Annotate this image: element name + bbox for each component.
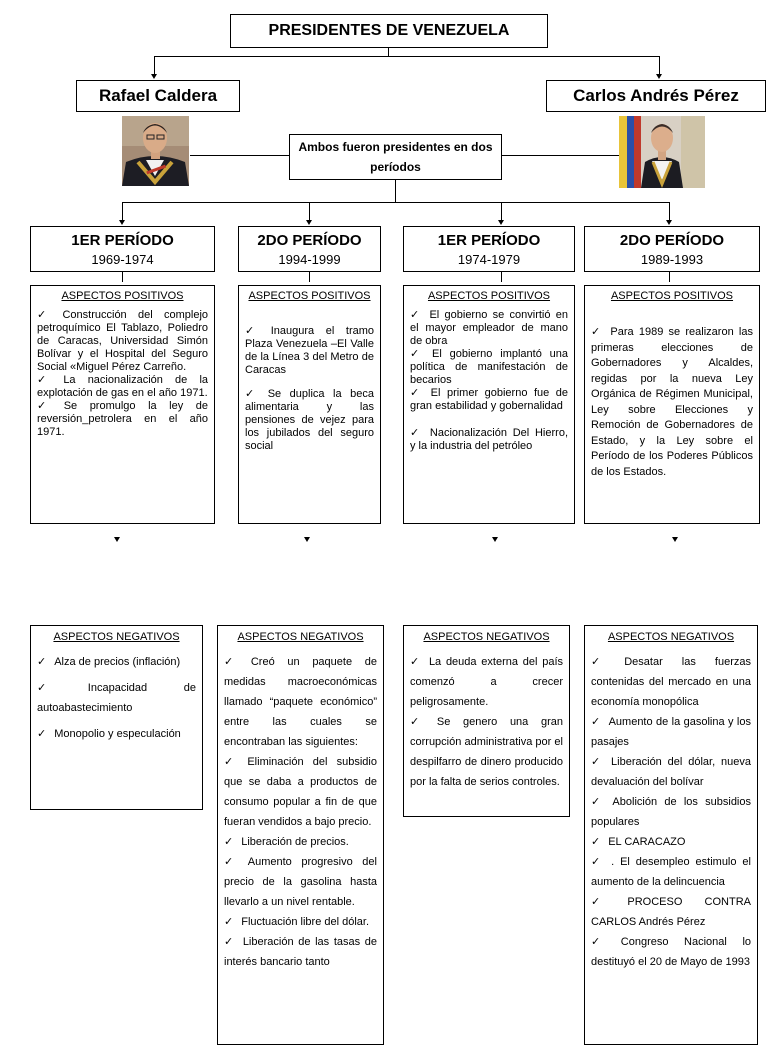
list-item <box>37 400 208 439</box>
item-text: Fluctuación libre del dólar. <box>241 916 370 928</box>
connector <box>502 155 619 156</box>
list-item <box>410 387 568 413</box>
connector <box>388 48 389 56</box>
item-text: Se promulgo la ley de reversión_petrolera en el año 1971. <box>37 400 208 438</box>
list-item <box>224 852 377 912</box>
connector <box>395 180 396 202</box>
check-icon: ✓ <box>37 374 56 386</box>
item-text: La deuda externa del país comenzó a crecer peligrosamente. <box>410 656 563 708</box>
list-item <box>224 932 377 972</box>
connector <box>309 272 310 282</box>
list-item <box>410 309 568 348</box>
period-cap-2 <box>584 226 760 272</box>
item-text: Incapacidad de autoabastecimiento <box>37 682 196 714</box>
period-caldera-2 <box>238 226 381 272</box>
negatives-cap-1 <box>403 625 570 817</box>
period-name: 2DO PERÍODO <box>257 232 362 249</box>
section-heading: ASPECTOS POSITIVOS <box>248 290 371 302</box>
list-item <box>591 712 751 752</box>
portrait-rafael-caldera <box>122 116 189 186</box>
check-icon: ✓ <box>410 348 424 360</box>
connector <box>154 56 155 76</box>
section-heading: ASPECTOS POSITIVOS <box>427 290 551 302</box>
item-text: El primer gobierno fue de gran estabilidad y gobernalidad <box>410 387 568 412</box>
period-years: 1974-1979 <box>457 252 521 267</box>
connector <box>122 272 123 282</box>
check-icon: ✓ <box>37 682 80 694</box>
connector <box>669 272 670 282</box>
item-text: Liberación de precios. <box>241 836 349 848</box>
check-icon: ✓ <box>410 387 423 399</box>
period-years: 1989-1993 <box>640 252 704 267</box>
list-item <box>410 348 568 387</box>
connector <box>154 56 660 57</box>
list-item <box>591 752 751 792</box>
section-heading: ASPECTOS NEGATIVOS <box>53 631 180 643</box>
list-item <box>224 752 377 832</box>
period-cap-1 <box>403 226 575 272</box>
check-icon: ✓ <box>37 656 47 668</box>
item-text: . El desempleo estimulo el aumento de la delincuencia <box>591 856 751 888</box>
period-years: 1969-1974 <box>91 252 154 267</box>
arrow-down-icon <box>114 537 120 542</box>
connector <box>190 155 289 156</box>
connector <box>501 202 502 221</box>
check-icon: ✓ <box>591 836 601 848</box>
item-text: Monopolio y especulación <box>54 728 181 740</box>
list-item <box>37 652 196 672</box>
arrow-down-icon <box>119 220 125 225</box>
item-text: El gobierno implantó una política de manifestación de becarios <box>410 348 569 386</box>
item-text: Abolición de los subsidios populares <box>591 796 751 828</box>
item-text: Aumento progresivo del precio de la gasolina hasta llevarlo a un nivel rentable. <box>224 856 377 908</box>
positives-cap-1 <box>403 285 575 524</box>
check-icon: ✓ <box>224 856 240 868</box>
check-icon: ✓ <box>224 656 243 668</box>
check-icon: ✓ <box>245 388 260 400</box>
list-item <box>591 652 751 712</box>
check-icon: ✓ <box>224 936 235 948</box>
check-icon: ✓ <box>410 716 429 728</box>
shared-periods-note: Ambos fueron presidentes en dos períodos <box>289 134 502 180</box>
connector <box>122 202 670 203</box>
item-text: Creó un paquete de medidas macroeconómicas llamado “paquete económico” entre las cuales se encontraban las siguientes: <box>224 656 378 748</box>
check-icon: ✓ <box>591 936 613 948</box>
list-item <box>410 427 568 453</box>
item-text: Nacionalización Del Hierro, y la industria del petróleo <box>410 427 568 452</box>
check-icon: ✓ <box>591 656 617 668</box>
negatives-caldera-2 <box>217 625 384 1045</box>
section-heading: ASPECTOS NEGATIVOS <box>237 631 364 643</box>
item-text: Liberación de las tasas de interés bancario tanto <box>224 936 377 968</box>
check-icon: ✓ <box>410 656 421 668</box>
connector <box>122 202 123 221</box>
list-item <box>37 309 208 374</box>
list-item <box>245 388 374 453</box>
check-icon: ✓ <box>37 400 56 412</box>
check-icon: ✓ <box>591 796 605 808</box>
connector <box>309 202 310 221</box>
arrow-down-icon <box>666 220 672 225</box>
list-item <box>591 832 751 852</box>
section-heading: ASPECTOS NEGATIVOS <box>423 631 550 643</box>
list-item <box>410 712 563 792</box>
list-item <box>245 325 374 377</box>
check-icon: ✓ <box>591 856 604 868</box>
connector <box>669 202 670 221</box>
check-icon: ✓ <box>224 836 234 848</box>
check-icon: ✓ <box>410 427 422 439</box>
check-icon: ✓ <box>224 916 234 928</box>
item-text: El gobierno se convirtió en el mayor empleador de mano de obra <box>410 309 568 347</box>
list-item <box>591 932 751 972</box>
list-item <box>410 652 563 712</box>
item-text: Congreso Nacional lo destituyó el 20 de Mayo de 1993 <box>591 936 752 968</box>
item-text: Se genero una gran corrupción administrativa por el despilfarro de dinero producido por la falta de serios controles. <box>410 716 564 788</box>
item-text: Liberación del dólar, nueva devaluación del bolívar <box>591 756 752 788</box>
president-rafael-caldera: Rafael Caldera <box>76 80 240 112</box>
item-text: Alza de precios (inflación) <box>54 656 181 668</box>
diagram-title: PRESIDENTES DE VENEZUELA <box>230 14 548 48</box>
list-item <box>591 892 751 932</box>
list-item <box>224 652 377 752</box>
list-item <box>591 852 751 892</box>
item-text: EL CARACAZO <box>608 836 686 848</box>
check-icon: ✓ <box>591 326 603 338</box>
period-name: 2DO PERÍODO <box>619 232 725 249</box>
president-carlos-andres-perez: Carlos Andrés Pérez <box>546 80 766 112</box>
negatives-caldera-1 <box>30 625 203 810</box>
list-item <box>37 724 196 744</box>
arrow-down-icon <box>672 537 678 542</box>
check-icon: ✓ <box>410 309 422 321</box>
section-heading: ASPECTOS POSITIVOS <box>61 290 184 302</box>
arrow-down-icon <box>492 537 498 542</box>
item-text: PROCESO CONTRA CARLOS Andrés Pérez <box>591 896 752 928</box>
list-item <box>37 374 208 400</box>
negatives-cap-2 <box>584 625 758 1045</box>
check-icon: ✓ <box>245 325 263 337</box>
period-name: 1ER PERÍODO <box>437 232 541 249</box>
item-text: Para 1989 se realizaron las primeras elecciones de Gobernadores y Alcaldes, regidas por la nueva Ley Orgánica de Régimen Municipal, Ley sobre Elecciones y Remoción de Gobernadores de Estado, y la Ley sobre el Período de los Poderes Públicos de los Estados. <box>591 326 753 478</box>
item-text: Aumento de la gasolina y los pasajes <box>591 716 751 748</box>
check-icon: ✓ <box>37 309 55 321</box>
arrow-down-icon <box>306 220 312 225</box>
item-text: Inaugura el tramo Plaza Venezuela –El Valle de la Línea 3 del Metro de Caracas <box>245 325 375 376</box>
positives-caldera-1 <box>30 285 215 524</box>
item-text: Construcción del complejo petroquímico El Tablazo, Poliedro de Caracas, Universidad Simón Bolívar y el Hospital del Seguro Social «Miguel Pérez Carreño. <box>37 309 209 373</box>
list-item <box>224 912 377 932</box>
portrait-carlos-andres-perez <box>619 116 705 188</box>
arrow-down-icon <box>498 220 504 225</box>
item-text: Eliminación del subsidio que se daba a productos de consumo popular a fin de que fueran vendidos a bajo precio. <box>224 756 377 828</box>
positives-caldera-2 <box>238 285 381 524</box>
list-item <box>37 678 196 718</box>
list-item <box>591 325 753 480</box>
check-icon: ✓ <box>37 728 47 740</box>
item-text: Se duplica la beca alimentaria y las pensiones de vejez para los jubilados del seguro social <box>245 388 374 452</box>
check-icon: ✓ <box>591 716 601 728</box>
positives-cap-2 <box>584 285 760 524</box>
list-item <box>224 832 377 852</box>
item-text: Desatar las fuerzas contenidas del mercado en una economía monopólica <box>591 656 752 708</box>
section-heading: ASPECTOS NEGATIVOS <box>607 631 735 643</box>
period-years: 1994-1999 <box>278 252 341 267</box>
period-name: 1ER PERÍODO <box>71 232 174 249</box>
list-item <box>591 792 751 832</box>
arrow-down-icon <box>151 74 157 79</box>
item-text: La nacionalización de la explotación de gas en el año 1971. <box>37 374 208 399</box>
section-heading: ASPECTOS POSITIVOS <box>610 290 734 302</box>
period-caldera-1 <box>30 226 215 272</box>
check-icon: ✓ <box>591 896 620 908</box>
check-icon: ✓ <box>224 756 240 768</box>
arrow-down-icon <box>656 74 662 79</box>
connector <box>659 56 660 76</box>
connector <box>501 272 502 282</box>
arrow-down-icon <box>304 537 310 542</box>
check-icon: ✓ <box>591 756 604 768</box>
